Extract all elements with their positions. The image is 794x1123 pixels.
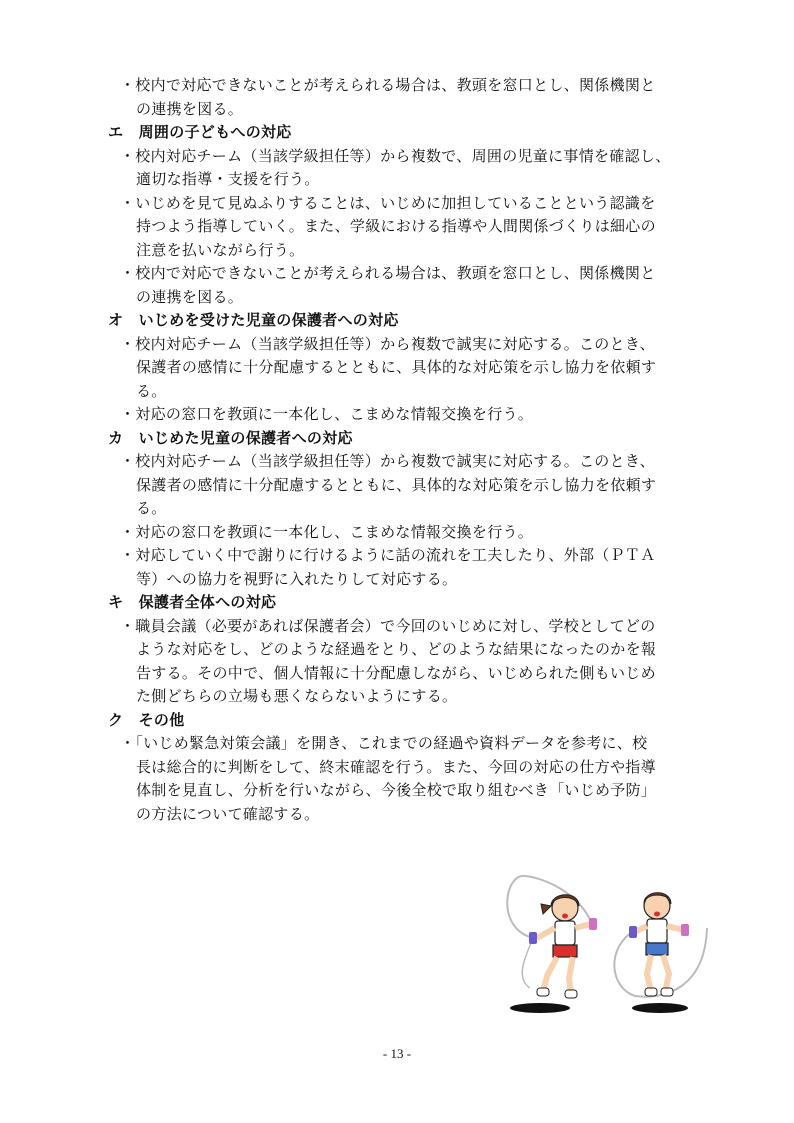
bullet-continuation: の方法について確認する。 <box>136 804 320 823</box>
bullet-item: ・校内で対応できないことが考えられる場合は、教頭を窓口とし、関係機関と <box>120 76 656 94</box>
section-heading: エ 周囲の子どもへの対応 <box>108 123 292 141</box>
bullet-continuation: の連携を図る。 <box>136 99 244 118</box>
bullet-continuation: 保護者の感情に十分配慮するとともに、具体的な対応策を示し協力を依頼す <box>136 475 657 494</box>
bullet-continuation: 体制を見直し、分析を行いながら、今後全校で取り組むべき「いじめ予防」 <box>136 781 657 799</box>
section-heading: オ いじめを受けた児童の保護者への対応 <box>108 311 399 329</box>
children-jump-rope-illustration <box>485 868 730 1018</box>
bullet-continuation: る。 <box>136 381 167 400</box>
bullet-continuation: 注意を払いながら行う。 <box>136 240 305 259</box>
bullet-continuation: 長は総合的に判断をして、終末確認を行う。また、今回の対応の仕方や指導 <box>136 757 656 776</box>
page-number: - 13 - <box>382 1046 412 1061</box>
bullet-continuation: た側どちらの立場も悪くならないようにする。 <box>136 687 458 705</box>
bullet-item: ・対応の窓口を教頭に一本化し、こまめな情報交換を行う。 <box>120 522 534 541</box>
bullet-continuation: 保護者の感情に十分配慮するとともに、具体的な対応策を示し協力を依頼す <box>136 358 657 376</box>
bullet-item: ・職員会議（必要があれば保護者会）で今回のいじめに対し、学校としてどの <box>120 616 656 635</box>
bullet-item: ・校内対応チーム（当該学級担任等）から複数で、周囲の児童に事情を確認し、 <box>120 146 671 165</box>
bullet-item: ・校内対応チーム（当該学級担任等）から複数で誠実に対応する。このとき、 <box>120 334 655 353</box>
bullet-continuation: る。 <box>136 499 167 517</box>
section-heading: キ 保護者全体への対応 <box>108 593 277 611</box>
bullet-continuation: の連携を図る。 <box>136 287 244 306</box>
section-heading: ク その他 <box>108 710 185 729</box>
bullet-continuation: 告する。その中で、個人情報に十分配慮しながら、いじめられた側もいじめ <box>136 663 656 682</box>
bullet-item: ・「いじめ緊急対策会議」を開き、これまでの経過や資料データを参考に、校 <box>120 734 648 752</box>
bullet-item: ・校内で対応できないことが考えられる場合は、教頭を窓口とし、関係機関と <box>120 264 656 282</box>
bullet-continuation: 適切な指導・支援を行う。 <box>136 170 320 188</box>
document-body <box>106 74 724 826</box>
bullet-continuation: 持つよう指導していく。また、学級における指導や人間関係づくりは細心の <box>136 217 656 235</box>
bullet-item: ・いじめを見て見ぬふりすることは、いじめに加担していることという認識を <box>120 193 656 212</box>
section-heading: カ いじめた児童の保護者への対応 <box>108 428 353 447</box>
bullet-item: ・対応していく中で謝りに行けるように話の流れを工夫したり、外部（ＰＴＡ <box>120 546 656 564</box>
bullet-continuation: 等）への協力を視野に入れたりして対応する。 <box>136 569 458 588</box>
bullet-continuation: ような対応をし、どのような経過をとり、どのような結果になったのかを報 <box>136 640 657 658</box>
bullet-item: ・対応の窓口を教頭に一本化し、こまめな情報交換を行う。 <box>120 405 534 423</box>
bullet-item: ・校内対応チーム（当該学級担任等）から複数で誠実に対応する。このとき、 <box>120 452 655 470</box>
